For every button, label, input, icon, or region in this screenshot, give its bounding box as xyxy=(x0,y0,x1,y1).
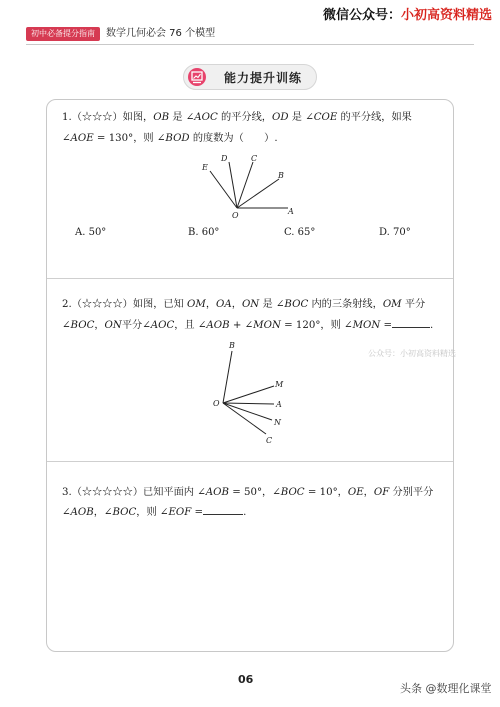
ray-om xyxy=(223,386,274,403)
ray-on xyxy=(223,403,272,420)
header-divider xyxy=(26,44,474,45)
question-number: 2. xyxy=(62,299,72,310)
question-2-line-1 xyxy=(62,298,425,312)
question-2-figure xyxy=(200,336,300,446)
brand-name: 小初高资料精选 xyxy=(401,8,493,23)
question-text: = 120°，则 xyxy=(280,320,345,331)
question-3-line-1 xyxy=(62,486,433,500)
math-symbol: ∠MON xyxy=(244,320,281,331)
math-symbol: ∠AOE xyxy=(62,133,94,144)
question-text: ，且 xyxy=(174,320,198,331)
math-symbol: OF xyxy=(373,487,390,498)
page-number: 06 xyxy=(238,673,254,686)
question-text: 是 xyxy=(288,112,306,123)
question-text: 的度数为（ ）. xyxy=(189,133,278,144)
ray-od xyxy=(229,162,237,208)
brand-header xyxy=(323,4,492,23)
question-text: 分别平分 xyxy=(389,487,434,498)
series-badge: 初中必备提分指南 xyxy=(26,27,100,41)
label-c: C xyxy=(266,436,273,445)
label-e: E xyxy=(202,163,208,172)
label-d: D xyxy=(221,154,228,163)
math-symbol: ∠BOC xyxy=(62,320,95,331)
question-text: = 130°，则 xyxy=(93,133,157,144)
series-title: 数学几何必会 76 个模型 xyxy=(106,28,216,39)
label-b: B xyxy=(229,341,235,350)
section-title-pill xyxy=(183,64,317,90)
question-text: 的平分线， xyxy=(217,112,272,123)
math-symbol: OE xyxy=(347,487,364,498)
math-symbol: OM xyxy=(382,299,402,310)
question-text: 平分 xyxy=(401,299,426,310)
section-title: 能力提升训练 xyxy=(224,71,303,85)
question-number: 1. xyxy=(62,112,72,123)
question-text: 是 xyxy=(259,299,276,310)
question-text: ，则 xyxy=(136,507,160,518)
question-divider xyxy=(47,461,453,462)
label-a: A xyxy=(276,400,282,409)
math-symbol: ∠AOB xyxy=(62,507,94,518)
question-text: ， xyxy=(205,299,217,310)
question-text: 内的三条射线， xyxy=(308,299,383,310)
choice-b: B. 60° xyxy=(188,227,220,238)
ray-oa xyxy=(223,403,274,404)
difficulty-stars: （☆☆☆☆☆） xyxy=(71,487,144,498)
question-text: 是 xyxy=(169,112,186,123)
ray-oc xyxy=(237,162,253,208)
math-symbol: ∠MON xyxy=(344,320,381,331)
brand-prefix: 微信公众号： xyxy=(323,8,402,23)
ray-oe xyxy=(210,171,237,208)
question-text: 如图，已知 xyxy=(132,299,188,310)
question-3-line-2 xyxy=(62,506,246,520)
chart-board-icon xyxy=(188,68,206,86)
math-symbol: OM xyxy=(187,299,206,310)
math-symbol: ∠EOF xyxy=(159,507,192,518)
question-1-line-2 xyxy=(62,132,278,146)
question-1-line-1 xyxy=(62,111,412,125)
question-2-line-2 xyxy=(62,319,433,333)
question-text: ， xyxy=(363,487,374,498)
ray-ob xyxy=(237,179,279,208)
math-symbol: ∠COE xyxy=(305,112,338,123)
math-symbol: OD xyxy=(271,112,289,123)
label-c: C xyxy=(251,154,258,163)
math-symbol: ∠AOB xyxy=(197,487,229,498)
footer-credit: 头条 @数理化课堂 xyxy=(400,682,492,695)
difficulty-stars: （☆☆☆☆） xyxy=(71,299,133,310)
question-text: 的平分线，如果 xyxy=(337,112,412,123)
label-a: A xyxy=(288,207,294,216)
choice-c: C. 65° xyxy=(284,227,316,238)
label-b: B xyxy=(278,171,284,180)
question-divider xyxy=(47,278,453,279)
question-1-figure xyxy=(190,150,310,222)
math-symbol: ∠BOC xyxy=(272,487,305,498)
label-o: O xyxy=(232,211,239,220)
question-text: ， xyxy=(231,299,242,310)
question-text: 平分 xyxy=(121,320,143,331)
question-text: = xyxy=(191,507,204,518)
answer-blank[interactable] xyxy=(203,514,243,515)
math-symbol: ∠BOD xyxy=(156,133,190,144)
math-symbol: ∠BOC xyxy=(103,507,137,518)
ray-ob xyxy=(223,351,232,403)
choice-a: A. 50° xyxy=(75,227,107,238)
question-text: . xyxy=(243,507,247,518)
math-symbol: ON xyxy=(241,299,260,310)
math-symbol: ∠BOC xyxy=(275,299,309,310)
label-n: N xyxy=(274,418,281,427)
question-text: = xyxy=(380,320,393,331)
label-o: O xyxy=(213,399,220,408)
question-number: 3. xyxy=(62,487,72,498)
math-symbol: ON xyxy=(104,320,122,331)
math-symbol: ∠AOB xyxy=(197,320,230,331)
question-text: 已知平面内 xyxy=(143,487,198,498)
ray-oc xyxy=(223,403,266,434)
question-text: + xyxy=(229,320,245,331)
question-text: = 50°， xyxy=(228,487,273,498)
math-symbol: ∠AOC xyxy=(185,112,218,123)
math-symbol: OB xyxy=(153,112,170,123)
question-text: ， xyxy=(94,320,105,331)
question-text: ， xyxy=(93,507,104,518)
question-text: = 10°， xyxy=(304,487,348,498)
choice-d: D. 70° xyxy=(379,227,411,238)
answer-blank[interactable] xyxy=(392,327,430,328)
math-symbol: ∠AOC xyxy=(142,320,175,331)
label-m: M xyxy=(275,380,284,389)
difficulty-stars: （☆☆☆） xyxy=(71,112,123,123)
question-text: 如图， xyxy=(122,112,154,123)
watermark: 公众号：小初高资料精选 xyxy=(368,349,456,358)
math-symbol: OA xyxy=(216,299,232,310)
question-text: . xyxy=(430,320,434,331)
